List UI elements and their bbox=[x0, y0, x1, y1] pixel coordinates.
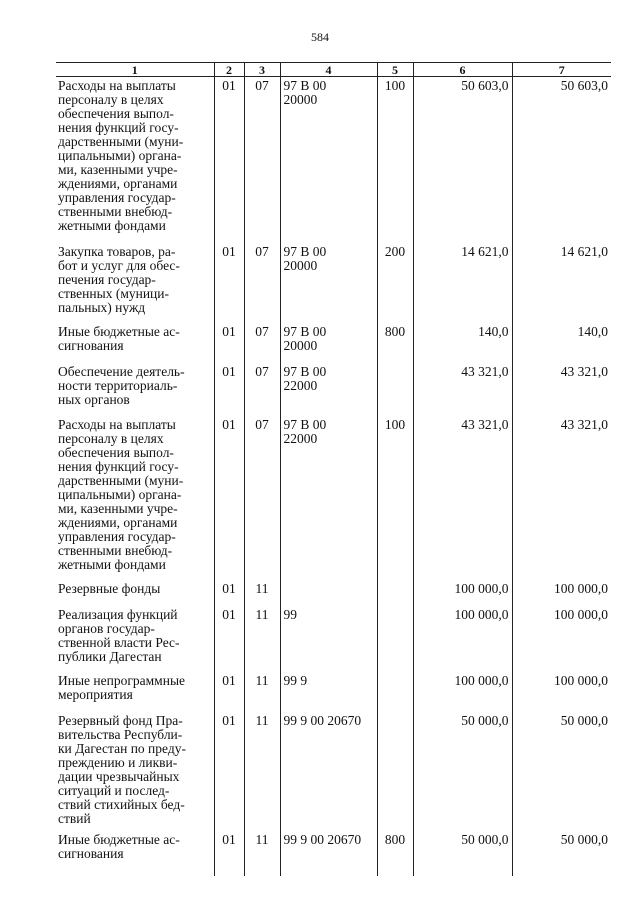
amount-col7: 100 000,0 bbox=[512, 580, 611, 606]
target-article-code: 97 В 00 20000 bbox=[280, 243, 377, 323]
row-name: Расходы на выплаты персоналу в целях обеспечения выпол- нения функций госу- дарственными (муни- ципальными) органа- ми, казенными учре- ждениями, органами управления государ- ственными внебюд- жетными фондами bbox=[56, 77, 214, 243]
subsection-code: 11 bbox=[244, 672, 280, 712]
target-article-code: 99 bbox=[280, 606, 377, 672]
target-article-code: 99 9 00 20670 bbox=[280, 712, 377, 831]
section-code: 01 bbox=[214, 416, 244, 580]
column-header-4: 4 bbox=[280, 63, 377, 77]
target-article-code: 97 В 00 22000 bbox=[280, 363, 377, 416]
target-article-code: 97 В 00 20000 bbox=[280, 77, 377, 243]
budget-table bbox=[56, 62, 611, 876]
amount-col6: 43 321,0 bbox=[413, 363, 512, 416]
expense-type-code: 100 bbox=[377, 77, 413, 243]
section-code: 01 bbox=[214, 672, 244, 712]
expense-type-code bbox=[377, 363, 413, 416]
section-code: 01 bbox=[214, 323, 244, 363]
target-article-code: 97 В 00 20000 bbox=[280, 323, 377, 363]
amount-col7: 14 621,0 bbox=[512, 243, 611, 323]
amount-col6: 100 000,0 bbox=[413, 672, 512, 712]
subsection-code: 11 bbox=[244, 712, 280, 831]
table-row bbox=[56, 712, 611, 831]
section-code: 01 bbox=[214, 712, 244, 831]
section-code: 01 bbox=[214, 606, 244, 672]
column-header-5: 5 bbox=[377, 63, 413, 77]
amount-col6: 50 603,0 bbox=[413, 77, 512, 243]
row-name: Расходы на выплаты персоналу в целях обеспечения выпол- нения функций госу- дарственными (муни- ципальными) органа- ми, казенными учре- ждениями, органами управления государ- ственными внебюд- жетными фондами bbox=[56, 416, 214, 580]
target-article-code: 97 В 00 22000 bbox=[280, 416, 377, 580]
row-name: Резервные фонды bbox=[56, 580, 214, 606]
table-row bbox=[56, 580, 611, 606]
expense-type-code bbox=[377, 606, 413, 672]
table-row bbox=[56, 416, 611, 580]
subsection-code: 11 bbox=[244, 831, 280, 876]
amount-col7: 50 603,0 bbox=[512, 77, 611, 243]
row-name: Иные бюджетные ас- сигнования bbox=[56, 323, 214, 363]
column-header-1: 1 bbox=[56, 63, 214, 77]
table-row bbox=[56, 831, 611, 876]
expense-type-code: 800 bbox=[377, 323, 413, 363]
row-name: Иные непрограммные мероприятия bbox=[56, 672, 214, 712]
subsection-code: 07 bbox=[244, 416, 280, 580]
target-article-code: 99 9 00 20670 bbox=[280, 831, 377, 876]
amount-col7: 50 000,0 bbox=[512, 831, 611, 876]
amount-col7: 50 000,0 bbox=[512, 712, 611, 831]
section-code: 01 bbox=[214, 363, 244, 416]
column-header-2: 2 bbox=[214, 63, 244, 77]
row-name: Резервный фонд Пра- вительства Республи- ки Дагестан по преду- преждению и ликви- дации чрезвычайных ситуаций и послед- ствий стихийных бед- ствий bbox=[56, 712, 214, 831]
row-name: Иные бюджетные ас- сигнования bbox=[56, 831, 214, 876]
header-row bbox=[56, 63, 611, 77]
row-name: Обеспечение деятель- ности территориаль- ных органов bbox=[56, 363, 214, 416]
table-row bbox=[56, 77, 611, 243]
row-name: Закупка товаров, ра- бот и услуг для обес- печения государ- ственных (муници- пальных) нужд bbox=[56, 243, 214, 323]
expense-type-code bbox=[377, 672, 413, 712]
section-code: 01 bbox=[214, 77, 244, 243]
amount-col6: 140,0 bbox=[413, 323, 512, 363]
column-header-7: 7 bbox=[512, 63, 611, 77]
expense-type-code: 100 bbox=[377, 416, 413, 580]
subsection-code: 07 bbox=[244, 323, 280, 363]
column-header-3: 3 bbox=[244, 63, 280, 77]
table-row bbox=[56, 323, 611, 363]
amount-col7: 100 000,0 bbox=[512, 672, 611, 712]
subsection-code: 07 bbox=[244, 363, 280, 416]
expense-type-code: 800 bbox=[377, 831, 413, 876]
expense-type-code bbox=[377, 712, 413, 831]
target-article-code: 99 9 bbox=[280, 672, 377, 712]
column-header-6: 6 bbox=[413, 63, 512, 77]
subsection-code: 11 bbox=[244, 606, 280, 672]
subsection-code: 07 bbox=[244, 77, 280, 243]
amount-col7: 100 000,0 bbox=[512, 606, 611, 672]
row-name: Реализация функций органов государ- ственной власти Рес- публики Дагестан bbox=[56, 606, 214, 672]
amount-col7: 43 321,0 bbox=[512, 416, 611, 580]
page-number: 584 bbox=[311, 30, 329, 44]
expense-type-code: 200 bbox=[377, 243, 413, 323]
table-row bbox=[56, 243, 611, 323]
section-code: 01 bbox=[214, 831, 244, 876]
target-article-code bbox=[280, 580, 377, 606]
amount-col7: 140,0 bbox=[512, 323, 611, 363]
table-row bbox=[56, 363, 611, 416]
amount-col6: 100 000,0 bbox=[413, 580, 512, 606]
subsection-code: 11 bbox=[244, 580, 280, 606]
expense-type-code bbox=[377, 580, 413, 606]
amount-col6: 50 000,0 bbox=[413, 712, 512, 831]
amount-col6: 50 000,0 bbox=[413, 831, 512, 876]
amount-col6: 14 621,0 bbox=[413, 243, 512, 323]
section-code: 01 bbox=[214, 243, 244, 323]
table-row bbox=[56, 606, 611, 672]
subsection-code: 07 bbox=[244, 243, 280, 323]
amount-col6: 43 321,0 bbox=[413, 416, 512, 580]
amount-col7: 43 321,0 bbox=[512, 363, 611, 416]
amount-col6: 100 000,0 bbox=[413, 606, 512, 672]
table-row bbox=[56, 672, 611, 712]
section-code: 01 bbox=[214, 580, 244, 606]
